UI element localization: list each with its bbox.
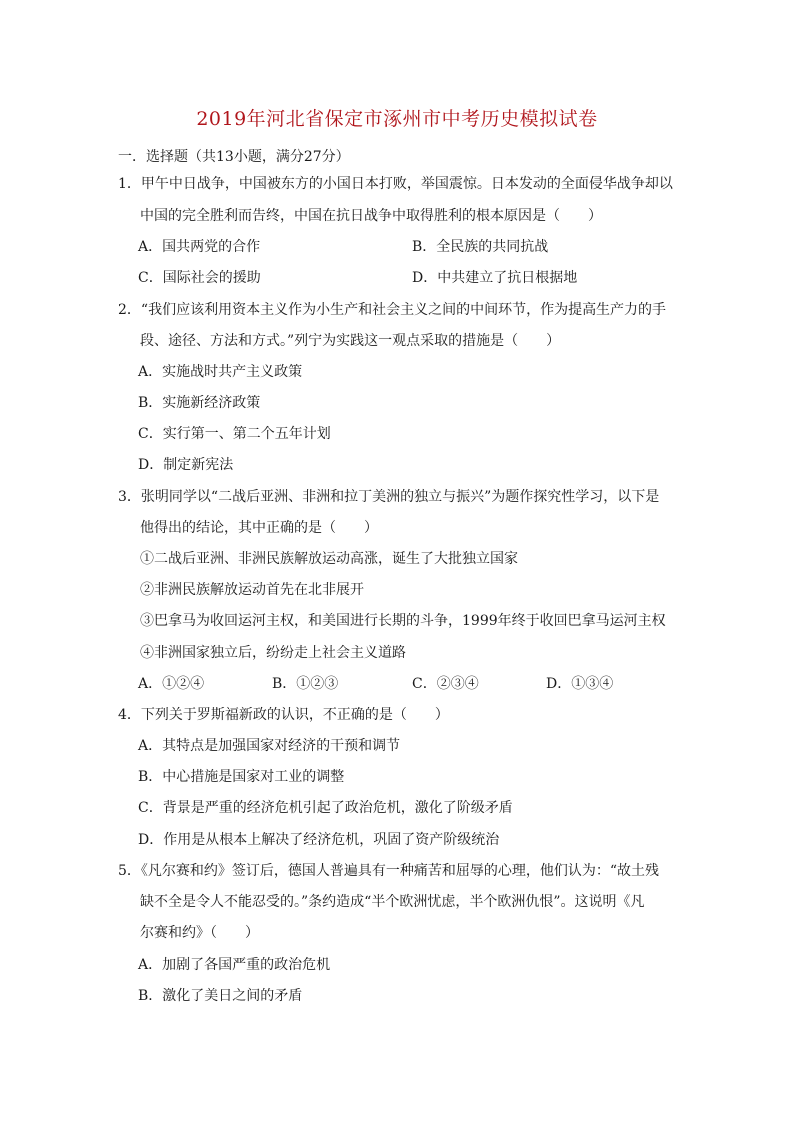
q4-stem-line1: 4．下列关于罗斯福新政的认识，不正确的是（ ） [118,707,449,723]
q2-option-c[interactable]: C．实行第一、第二个五年计划 [138,426,331,442]
q3-statement-3: ③巴拿马为收回运河主权，和美国进行长期的斗争，1999年终于收回巴拿马运河主权 [140,613,666,629]
q2-stem-line1: 2．“我们应该利用资本主义作为小生产和社会主义之间的中间环节，作为提高生产力的手 [118,302,667,318]
exam-title: 2019年河北省保定市涿州市中考历史模拟试卷 [196,108,598,130]
q1-option-c[interactable]: C．国际社会的援助 [138,270,261,286]
q2-option-d[interactable]: D．制定新宪法 [138,457,234,473]
q3-stem-line1: 3．张明同学以“二战后亚洲、非洲和拉丁美洲的独立与振兴”为题作探究性学习，以下是 [118,489,660,505]
q5-option-b[interactable]: B．激化了美日之间的矛盾 [138,988,303,1004]
q3-option-c[interactable]: C．②③④ [412,676,479,692]
q1-option-d[interactable]: D．中共建立了抗日根据地 [412,270,578,286]
section-heading: 一．选择题（共13小题，满分27分） [118,149,350,165]
q4-option-b[interactable]: B．中心措施是国家对工业的调整 [138,769,345,785]
q4-option-d[interactable]: D．作用是从根本上解决了经济危机，巩固了资产阶级统治 [138,832,500,848]
q5-stem-line1: 5．《凡尔赛和约》签订后，德国人普遍具有一种痛苦和屈辱的心理，他们认为：“故土残 [118,863,660,879]
q5-stem-line3: 尔赛和约》（ ） [140,925,259,941]
q1-stem-line1: 1．甲午中日战争，中国被东方的小国日本打败，举国震惊。日本发动的全面侵华战争却以 [118,176,673,192]
q3-statement-1: ①二战后亚洲、非洲民族解放运动高涨，诞生了大批独立国家 [140,551,518,567]
q2-option-a[interactable]: A．实施战时共产主义政策 [138,364,303,380]
q3-statement-2: ②非洲民族解放运动首先在北非展开 [140,582,364,598]
q3-stem-line2: 他得出的结论，其中正确的是（ ） [140,520,378,536]
q1-stem-line2: 中国的完全胜利而告终，中国在抗日战争中取得胜利的根本原因是（ ） [140,208,602,224]
q5-option-a[interactable]: A．加剧了各国严重的政治危机 [138,957,331,973]
q3-option-d[interactable]: D．①③④ [546,676,614,692]
q3-option-a[interactable]: A．①②④ [138,676,205,692]
q2-stem-line2: 段、途径、方法和方式。”列宁为实践这一观点采取的措施是（ ） [140,333,561,349]
q3-option-b[interactable]: B．①②③ [272,676,339,692]
q4-option-a[interactable]: A．其特点是加强国家对经济的干预和调节 [138,738,401,754]
q2-option-b[interactable]: B．实施新经济政策 [138,395,261,411]
q1-option-b[interactable]: B．全民族的共同抗战 [412,239,549,255]
q3-statement-4: ④非洲国家独立后，纷纷走上社会主义道路 [140,645,406,661]
q4-option-c[interactable]: C．背景是严重的经济危机引起了政治危机，激化了阶级矛盾 [138,800,513,816]
q5-stem-line2: 缺不全是令人不能忍受的。”条约造成“半个欧洲忧虑，半个欧洲仇恨”。这说明《凡 [140,894,645,910]
q1-option-a[interactable]: A．国共两党的合作 [138,239,261,255]
